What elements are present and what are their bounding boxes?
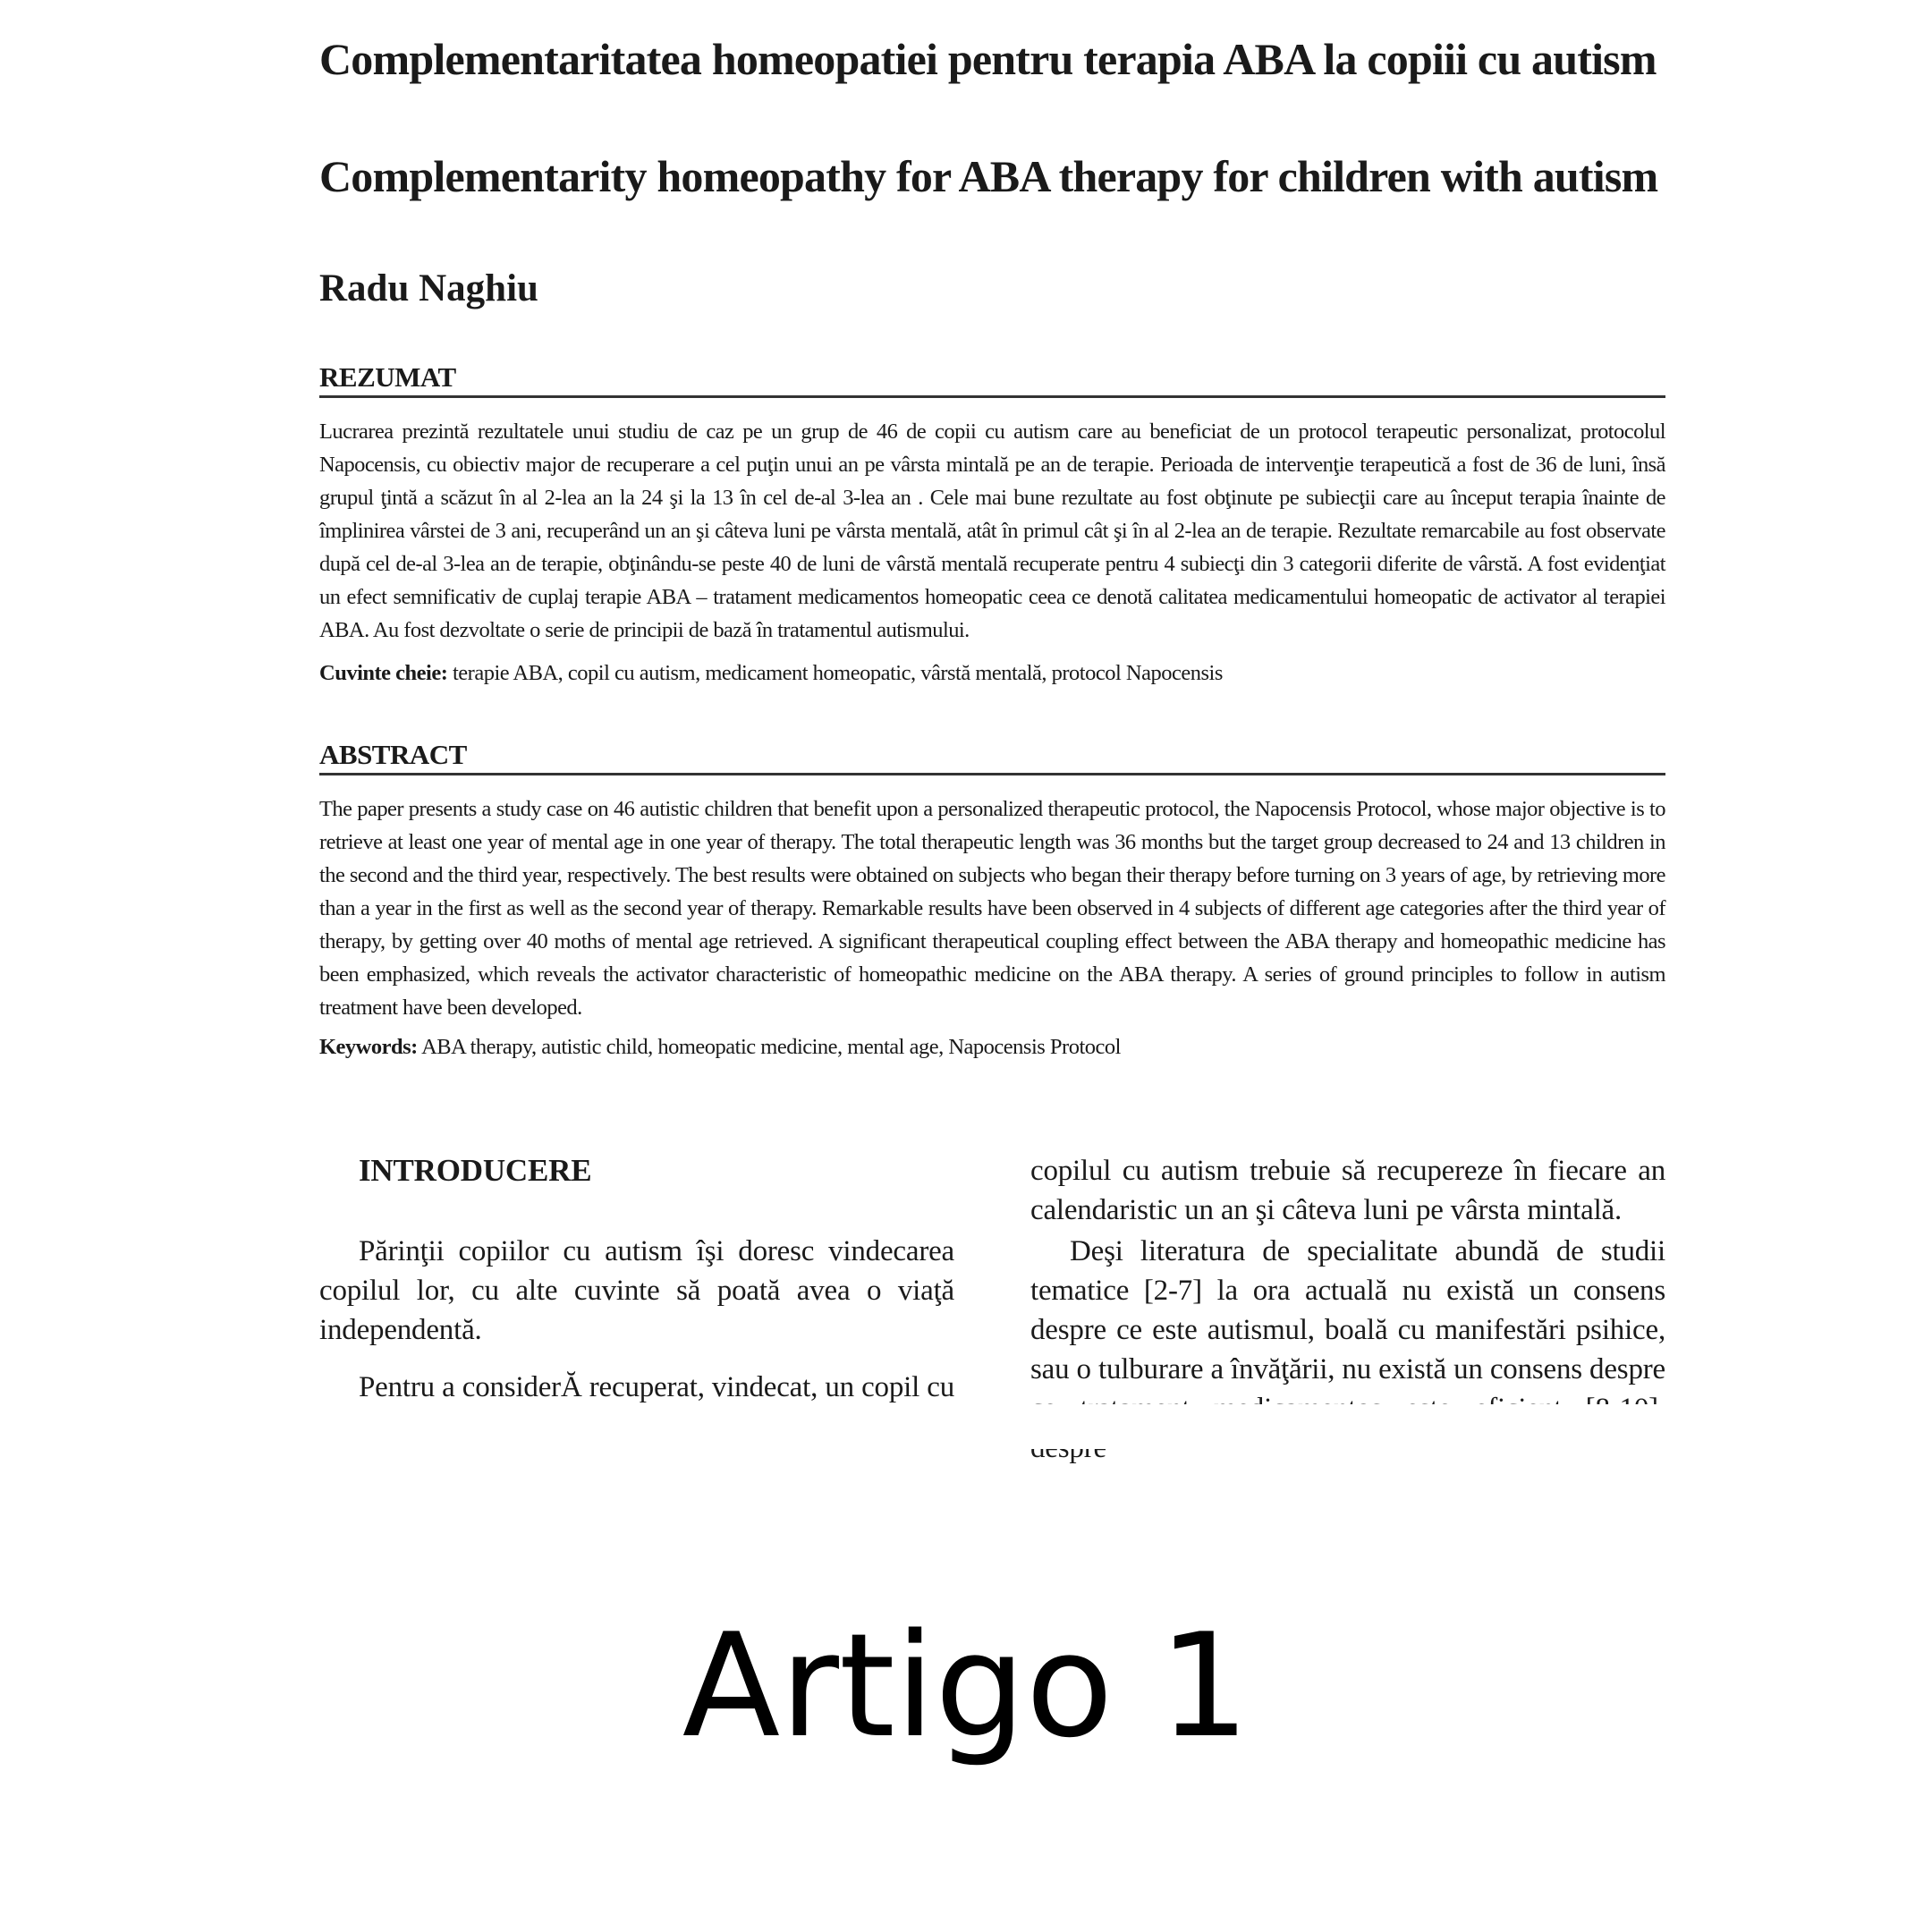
rezumat-keywords-label: Cuvinte cheie: xyxy=(319,661,448,685)
introduction-paragraph-2: Pentru a considerĂ recuperat, vindecat, un copil cu xyxy=(359,1371,954,1403)
title-romanian: Complementaritatea homeopatiei pentru terapia ABA la copiii cu autism xyxy=(319,34,1657,84)
abstract-text: The paper presents a study case on 46 autistic children that benefit upon a personalized therapeutic protocol, the Napocensis Protocol, whose major objective is to retrieve at least one year of mental age in one year of therapy. The total therapeutic length was 36 months but the target group decreased to 24 and 13 children in the second and the third year, respectively. The best results were obtained on subjects who began their therapy before turning on 3 years of age, by retrieving more than a year in the first as well as the second year of therapy. Remarkable results have been observed in 4 subjects of different age categories after the third year of therapy, by getting over 40 moths of mental age retrieved. A significant therapeutical coupling effect between the ABA therapy and homeopathic medicine has been emphasized, which reveals the activator characteristic of homeopathic medicine on the ABA therapy. A series of ground principles to follow in autism treatment have been developed. xyxy=(319,797,1665,1020)
right-column-paragraph-1: copilul cu autism trebuie să recupereze în fiecare an calendaristic un an şi câteva luni pe vârsta mintală. xyxy=(1030,1155,1665,1226)
abstract-keywords xyxy=(319,1030,1121,1063)
rezumat-text: Lucrarea prezintă rezultatele unui studiu de caz pe un grup de 46 de copii cu autism care au beneficiat de un protocol terapeutic personalizat, protocolul Napocensis, cu obiectiv major de recuperare a cel puţin unui an pe vârsta mintală pe an de terapie. Perioada de intervenţie terapeutică a fost de 36 de luni, însă grupul ţintă a scăzut în al 2-lea an la 24 şi la 13 în cel de-al 3-lea an . Cele mai bune rezultate au fost obţinute pe subiecţii care au început terapia înainte de împlinirea vârstei de 3 ani, recuperând un an şi câteva luni pe vârsta mentală, atât în primul cât şi în al 2-lea an de terapie. Rezultate remarcabile au fost observate după cel de-al 3-lea an de terapie, obţinându-se peste 40 de luni de vârstă mentală recuperate pentru 4 subiecţi din 3 categorii diferite de vârstă. A fost evidenţiat un efect semnificativ de cuplaj terapie ABA – tratament medicamentos homeopatic ceea ce denotă calitatea medicamentului homeopatic de activator al terapiei ABA. Au fost dezvoltate o serie de principii de bază în tratamentul autismului. xyxy=(319,419,1665,642)
abstract-keywords-list: ABA therapy, autistic child, homeopatic medicine, mental age, Napocensis Protocol xyxy=(417,1035,1121,1059)
introduction-heading: INTRODUCERE xyxy=(359,1153,592,1188)
title-english: Complementarity homeopathy for ABA therapy for children with autism xyxy=(319,151,1658,201)
right-column-paragraph-2: Deşi literatura de specialitate abundă de studii tematice [2-7] la ora actuală nu există un consens despre ce este autismul, boală cu manifestări psihice, sau o tulburare a învăţării, nu există un consens despre xyxy=(1030,1235,1665,1385)
introduction-paragraph-1: Părinţii copiilor cu autism îşi doresc vindecarea copilul lor, cu alte cuvinte să poată avea o viaţă independentă. xyxy=(319,1235,954,1346)
rezumat-heading: REZUMAT xyxy=(319,360,1665,398)
abstract-keywords-label: Keywords: xyxy=(319,1035,418,1059)
rezumat-keywords xyxy=(319,657,1223,690)
page-crop-mask xyxy=(0,1404,1932,1449)
abstract-heading: ABSTRACT xyxy=(319,737,1665,775)
author-name: Radu Naghiu xyxy=(319,267,538,309)
rezumat-keywords-list: terapie ABA, copil cu autism, medicament homeopatic, vârstă mentală, protocol Napocensis xyxy=(447,661,1223,685)
body-column-left xyxy=(319,1151,954,1446)
caption-label: Artigo 1 xyxy=(682,1602,1250,1769)
